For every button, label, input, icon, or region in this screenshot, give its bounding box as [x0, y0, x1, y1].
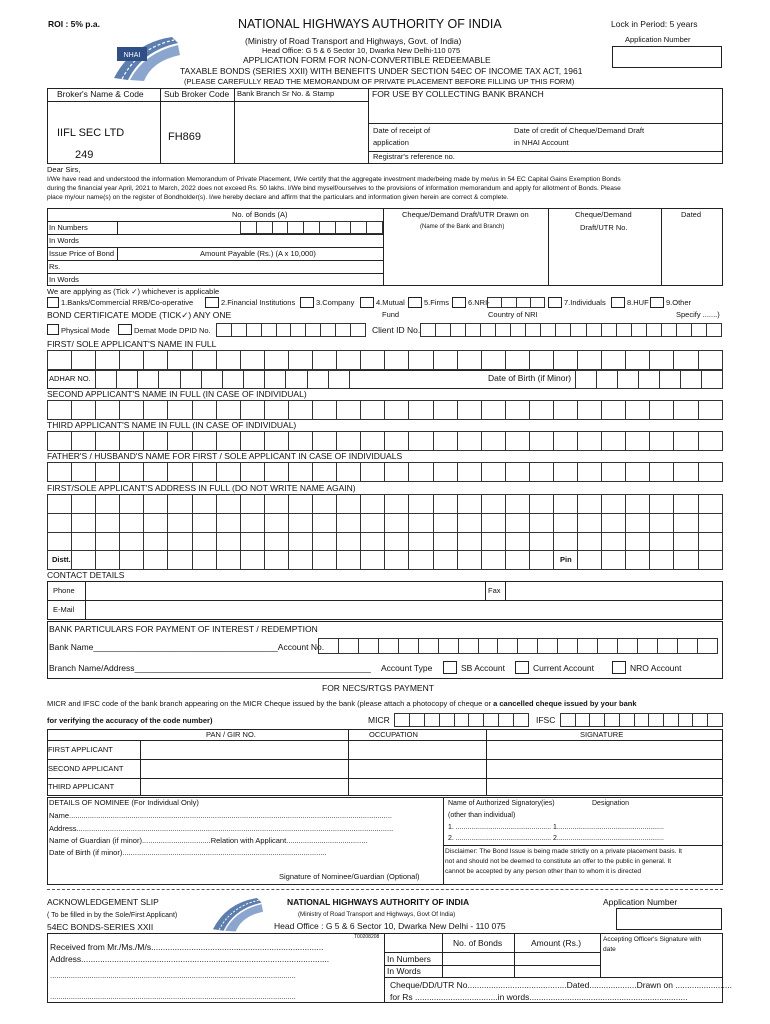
- ack-application-number-field[interactable]: [616, 908, 722, 930]
- disclaimer-2: not and should not be deemed to constitute an offer to the public in general. It: [445, 858, 672, 865]
- nhai-logo: [112, 33, 182, 83]
- physical-mode-label: Physical Mode: [61, 326, 110, 335]
- sub-broker-code[interactable]: FH869: [168, 131, 202, 143]
- option-other: 9.Other: [666, 298, 692, 307]
- ack-ministry: (Ministry of Road Transport and Highways, Govt Of India): [298, 911, 456, 918]
- bonds-title: TAXABLE BONDS (SERIES XXII) WITH BENEFITS UNDER SECTION 54EC OF INCOME TAX ACT, 1961: [180, 66, 583, 76]
- ack-head-office: Head Office : G 5 & 6 Sector 10, Dwarka New Delhi - 110 075: [274, 921, 506, 931]
- micr-note-bold: a cancelled cheque issued by your bank: [493, 699, 637, 708]
- receipt-date-label: Date of receipt of: [373, 126, 431, 135]
- broker-name[interactable]: IIFL SEC LTD: [57, 127, 125, 139]
- disclaimer-1: Disclaimer: The Bond Issue is being made strictly on a private placement basis. It: [445, 848, 682, 855]
- bank-branch-label: Bank Branch Sr No. & Stamp: [237, 89, 335, 98]
- application-number-field[interactable]: [612, 46, 722, 68]
- adhar-label: ADHAR NO.: [49, 374, 91, 383]
- checkbox-mutual-fund[interactable]: [360, 297, 374, 308]
- ack-amount: Amount (Rs.): [531, 938, 582, 948]
- option-individuals: 7.Individuals: [564, 298, 606, 307]
- micr-note-1: MICR and IFSC code of the bank branch appearing on the MICR Cheque issued by the bank (please attach a photocopy of cheque or: [47, 699, 492, 708]
- lock-in-label: Lock in Period: 5 years: [611, 19, 698, 29]
- disclaimer-3: cannot be accepted by any person other than to whom it is directed: [445, 868, 642, 875]
- third-applicant-label: THIRD APPLICANT: [48, 782, 115, 791]
- nominee-title: DETAILS OF NOMINEE (For Individual Only): [49, 798, 199, 807]
- cheque-dd-label: Cheque/Demand: [575, 210, 632, 219]
- credit-date-label: Date of credit of Cheque/Demand Draft: [514, 126, 645, 135]
- option-financial-institutions: 2.Financial Institutions: [221, 298, 296, 307]
- client-id-boxes[interactable]: [420, 323, 722, 337]
- dob-label: Date of Birth (if Minor): [488, 373, 572, 383]
- broker-code[interactable]: 249: [75, 149, 94, 161]
- other-than-individual: (other than individual): [448, 812, 516, 819]
- signatory-line-2[interactable]: 2. ................................................. 2.......................................................: [448, 835, 664, 842]
- ack-in-words: In Words: [387, 966, 421, 976]
- registrar-reference: Registrar's reference no.: [373, 152, 455, 161]
- bank-particulars-title: BANK PARTICULARS FOR PAYMENT OF INTEREST / REDEMPTION: [49, 624, 318, 634]
- option-nri: 6.NRI-: [468, 298, 490, 307]
- declaration-line-1: I/We have read and understood the information Memorandum of Private Placement, I/We certify that the aggregate investment made/being made by me/us in 54 EC Capital Gains Exemption Bonds: [47, 176, 621, 183]
- dpid-boxes[interactable]: [216, 323, 366, 337]
- roi-label: ROI : 5% p.a.: [48, 19, 100, 29]
- first-applicant-label: FIRST APPLICANT: [48, 745, 113, 754]
- ack-slip-title: ACKNOWLEDGEMENT SLIP: [47, 897, 159, 907]
- svg-text:NHAI: NHAI: [123, 52, 141, 59]
- account-number-boxes[interactable]: [318, 638, 718, 654]
- issue-price-label: Issue Price of Bond: [49, 249, 115, 258]
- current-account-label: Current Account: [533, 663, 594, 673]
- email-label: E-Mail: [53, 605, 75, 614]
- option-mutual-fund: 4.Mutual: [376, 298, 405, 307]
- receipt-date-label-2: application: [373, 138, 409, 147]
- client-id-label: Client ID No.: [372, 325, 421, 335]
- in-words-label: In Words: [49, 236, 79, 245]
- phone-label: Phone: [53, 586, 75, 595]
- third-applicant-name-label: THIRD APPLICANT'S NAME IN FULL (IN CASE OF INDIVIDUAL): [47, 420, 297, 430]
- ack-address-line-3[interactable]: ......................................................................................................................: [50, 992, 296, 1001]
- bank-branch-note: (Name of the Bank and Branch): [420, 224, 505, 230]
- first-applicant-name-label: FIRST/ SOLE APPLICANT'S NAME IN FULL: [47, 339, 217, 349]
- distt-label: Distt.: [52, 555, 71, 564]
- bank-name-line: Bank Name_______________________________________Account No.: [49, 642, 325, 652]
- nominee-dob[interactable]: Date of Birth (if minor)..................................................................................................: [49, 848, 327, 857]
- ack-nhai-title: NATIONAL HIGHWAYS AUTHORITY OF INDIA: [287, 897, 470, 907]
- father-name-label: FATHER'S / HUSBAND'S NAME FOR FIRST / SOLE APPLICANT IN CASE OF INDIVIDUALS: [47, 451, 403, 461]
- nro-account-label: NRO Account: [630, 663, 682, 673]
- designation-label: Designation: [592, 800, 629, 807]
- option-banks: 1.Banks/Commercial RRB/Co-operative: [61, 298, 194, 307]
- nominee-name[interactable]: Name...........................................................................................................................................................: [49, 811, 392, 820]
- checkbox-sb-account[interactable]: [443, 661, 457, 674]
- rs-label: Rs.: [49, 262, 61, 271]
- nominee-signature: Signature of Nominee/Guardian (Optional): [279, 872, 420, 881]
- ifsc-boxes[interactable]: [560, 713, 723, 727]
- salutation: Dear Sirs,: [47, 165, 81, 174]
- email-field[interactable]: [86, 601, 722, 619]
- cheque-drawn-label: Cheque/Demand Draft/UTR Drawn on: [402, 210, 529, 219]
- signature-label: SIGNATURE: [580, 730, 624, 739]
- nominee-address[interactable]: Address........................................................................................................................................................: [49, 824, 394, 833]
- fax-label: Fax: [488, 586, 501, 595]
- micr-note-2: for verifying the accuracy of the code number): [47, 716, 213, 725]
- ack-date: date: [603, 946, 616, 953]
- ack-cheque-line[interactable]: Cheque/DD/UTR No..........................................Dated....................Drawn on ........................: [390, 980, 732, 990]
- form-title: APPLICATION FORM FOR NON-CONVERTIBLE REDEEMABLE: [243, 55, 491, 65]
- checkbox-banks[interactable]: [47, 297, 59, 308]
- checkbox-other[interactable]: [650, 297, 664, 308]
- signatory-line-1[interactable]: 1. ................................................. 1.......................................................: [448, 824, 664, 831]
- second-applicant-name-label: SECOND APPLICANT'S NAME IN FULL (IN CASE OF INDIVIDUAL): [47, 389, 307, 399]
- head-office: Head Office: G 5 & 6 Sector 10, Dwarka New Delhi-110 075: [262, 46, 461, 55]
- address-label: FIRST/SOLE APPLICANT'S ADDRESS IN FULL (DO NOT WRITE NAME AGAIN): [47, 483, 356, 493]
- checkbox-huf[interactable]: [611, 297, 625, 308]
- no-of-bonds-label: No. of Bonds (A): [232, 210, 288, 219]
- checkbox-financial-institutions[interactable]: [205, 297, 219, 308]
- ack-no-of-bonds: No. of Bonds: [453, 938, 503, 948]
- caution-note: (PLEASE CAREFULLY READ THE MEMORANDUM OF PRIVATE PLACEMENT BEFORE FILLING UP THIS FORM): [184, 77, 575, 86]
- micr-boxes[interactable]: [394, 713, 529, 727]
- dated-label: Dated: [681, 210, 702, 219]
- country-of-nri-label: Country of NRI: [488, 310, 538, 319]
- ack-for-rs-line[interactable]: for Rs ...................................in words...................................................................: [390, 992, 688, 1002]
- ifsc-label: IFSC: [536, 715, 556, 725]
- branch-address-line: Branch Name/Address__________________________________________________: [49, 663, 371, 673]
- no-of-bonds-boxes[interactable]: [240, 221, 383, 234]
- phone-field[interactable]: [86, 582, 484, 599]
- certificate-mode-label: BOND CERTIFICATE MODE (TICK✓) ANY ONE: [47, 310, 232, 320]
- application-number-label: Application Number: [625, 35, 691, 44]
- ack-received-from[interactable]: Received from Mr./Ms./M/s.........................................................................: [50, 942, 324, 952]
- checkbox-nro-account[interactable]: [612, 661, 626, 674]
- sb-account-label: SB Account: [461, 663, 505, 673]
- address-boxes[interactable]: [47, 494, 723, 570]
- demat-mode-label: Demat Mode DPID No.: [134, 326, 211, 335]
- sub-broker-label: Sub Broker Code: [164, 89, 230, 99]
- ack-filled-by: ( To be filled in by the Sole/First Applicant): [47, 912, 178, 919]
- necs-title: FOR NECS/RTGS PAYMENT: [322, 683, 434, 693]
- ack-code: T00208208: [354, 934, 380, 940]
- in-numbers-label: In Numbers: [49, 223, 88, 232]
- ack-series: 54EC BONDS-SERIES XXII: [47, 922, 154, 932]
- page-title: NATIONAL HIGHWAYS AUTHORITY OF INDIA: [238, 17, 502, 31]
- pan-label: PAN / GIR NO.: [206, 730, 256, 739]
- declaration-line-3: place my/our name(s) on the register of Bondholder(s). I/we hereby declare and affirm that the particulars and information given herein are correct & complete.: [47, 194, 509, 201]
- contact-title: CONTACT DETAILS: [47, 570, 125, 580]
- checkbox-company[interactable]: [300, 297, 314, 308]
- option-company: 3.Company: [316, 298, 355, 307]
- occupation-label: OCCUPATION: [369, 730, 418, 739]
- option-firms: 5.Firms: [424, 298, 449, 307]
- option-other-specify: Specify .......): [676, 310, 720, 319]
- third-applicant-name-boxes[interactable]: [47, 431, 723, 451]
- second-applicant-label: SECOND APPLICANT: [48, 764, 124, 773]
- amount-payable-label: Amount Payable (Rs.) (A x 10,000): [200, 249, 316, 258]
- account-type-label: Account Type: [381, 663, 433, 673]
- checkbox-demat-mode[interactable]: [118, 324, 132, 335]
- option-huf: 8.HUF: [627, 298, 649, 307]
- authorized-signatory-label: Name of Authorized Signatory(ies): [448, 800, 555, 807]
- collecting-branch-label: FOR USE BY COLLECTING BANK BRANCH: [372, 89, 544, 99]
- nhai-logo-small: [210, 895, 266, 933]
- fax-field[interactable]: [506, 582, 722, 599]
- cut-line: [47, 889, 723, 890]
- checkbox-physical-mode[interactable]: [47, 324, 59, 335]
- ack-application-number-label: Application Number: [603, 897, 678, 907]
- second-applicant-name-boxes[interactable]: [47, 400, 723, 420]
- adhar-boxes[interactable]: [95, 370, 350, 389]
- checkbox-individuals[interactable]: [548, 297, 562, 308]
- draft-utr-label: Draft/UTR No.: [580, 223, 628, 232]
- ack-address-line-2[interactable]: ......................................................................................................................: [50, 971, 296, 980]
- checkbox-nri[interactable]: [452, 297, 466, 308]
- applying-as-label: We are applying as (Tick ✓) whichever is applicable: [47, 287, 220, 296]
- declaration-line-2: during the financial year April, 2021 to March, 2022 does not exceed Rs. 50 lakhs. I/We bind myself/ourselves to the provisions of information memorandum and apply for allotment of Bonds. Please: [47, 185, 621, 192]
- nri-country-boxes[interactable]: [487, 297, 545, 308]
- first-applicant-name-boxes[interactable]: [47, 350, 723, 370]
- ministry-label: (Ministry of Road Transport and Highways, Govt. of India): [245, 36, 462, 46]
- checkbox-firms[interactable]: [408, 297, 422, 308]
- broker-label: Broker's Name & Code: [57, 89, 144, 99]
- ack-in-numbers: In Numbers: [387, 954, 431, 964]
- in-words-label-2: In Words: [49, 275, 79, 284]
- ack-accepting-officer: Accepting Officer's Signature with: [603, 936, 702, 943]
- pin-label: Pin: [560, 555, 572, 564]
- credit-date-label-2: in NHAI Account: [514, 138, 569, 147]
- dob-boxes[interactable]: [575, 370, 723, 389]
- nominee-guardian[interactable]: Name of Guardian (if minor).................................Relation with Applicant.......................................: [49, 836, 368, 845]
- father-name-boxes[interactable]: [47, 462, 723, 482]
- ack-address[interactable]: Address.........................................................................................................: [50, 954, 330, 964]
- option-mutual-fund-2: Fund: [382, 310, 400, 319]
- checkbox-current-account[interactable]: [515, 661, 529, 674]
- micr-label: MICR: [368, 715, 390, 725]
